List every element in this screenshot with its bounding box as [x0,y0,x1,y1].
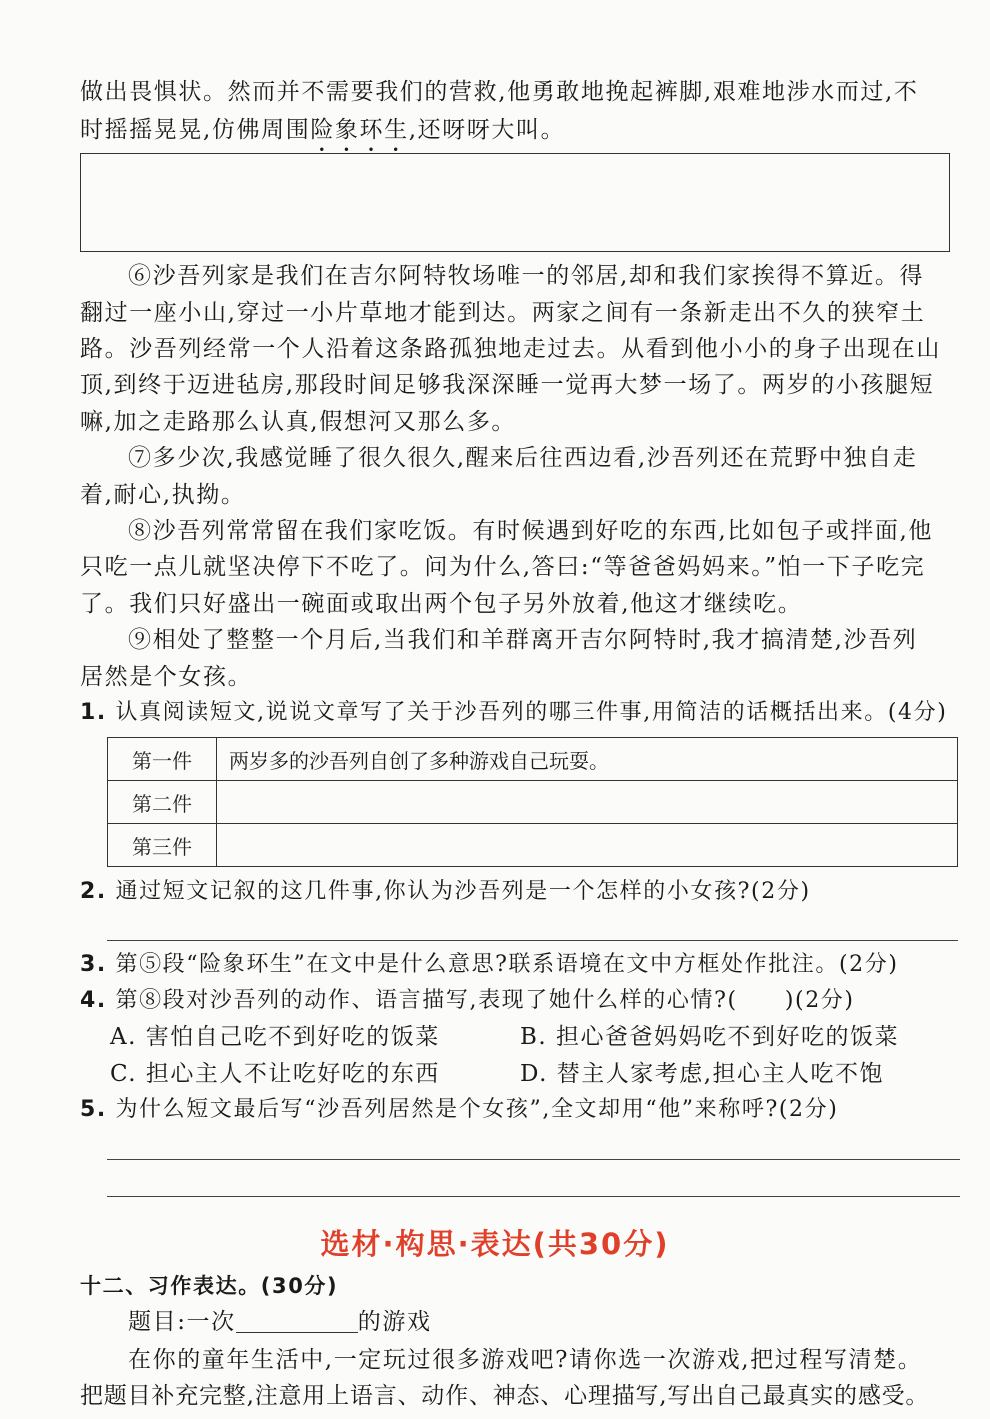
passage-line: ⑨相处了整整一个月后,当我们和羊群离开吉尔阿特时,我才搞清楚,沙吾列 [128,627,918,653]
table-label: 第一件 [108,738,217,781]
passage-line: ⑥沙吾列家是我们在吉尔阿特牧场唯一的邻居,却和我们家挨得不算近。得 [128,263,925,289]
option-d[interactable]: D. 替主人家考虑,担心主人吃不饱 [520,1061,885,1087]
passage-line: 翻过一座小山,穿过一小片草地才能到达。两家之间有一条新走出不久的狭窄土 [80,300,926,326]
passage-line: 着,耐心,执拗。 [80,482,246,508]
writing-heading: 十二、习作表达。(30分) [80,1274,339,1298]
question-4: 4. 第⑧段对沙吾列的动作、语言描写,表现了她什么样的心情?( )(2分) [80,988,855,1013]
writing-topic: 题目:一次 的游戏 [128,1309,432,1335]
table-answer-cell[interactable] [217,781,958,824]
question-3: 3. 第⑤段“险象环生”在文中是什么意思?联系语境在文中方框处作批注。(2分) [80,952,899,977]
question-2: 2. 通过短文记叙的这几件事,你认为沙吾列是一个怎样的小女孩?(2分) [80,879,811,904]
option-a[interactable]: A. 害怕自己吃不到好吃的饭菜 [110,1024,440,1050]
table-answer-cell[interactable] [217,824,958,867]
passage-line: 居然是个女孩。 [80,664,253,690]
option-c[interactable]: C. 担心主人不让吃好吃的东西 [110,1061,440,1087]
writing-prompt: 把题目补充完整,注意用上语言、动作、神态、心理描写,写出自己最真实的感受。 [80,1383,930,1409]
table-label: 第二件 [108,781,217,824]
table-row [108,781,958,824]
table-label: 第三件 [108,824,217,867]
topic-blank[interactable] [236,1310,358,1333]
annotation-box[interactable] [80,153,950,252]
table-row [108,824,958,867]
question-1: 1. 认真阅读短文,说说文章写了关于沙吾列的哪三件事,用简洁的话概括出来。(4分) [80,700,948,725]
question-5: 5. 为什么短文最后写“沙吾列居然是个女孩”,全文却用“他”来称呼?(2分) [80,1097,839,1122]
emphasized-phrase: 险象环生 [310,117,409,143]
writing-prompt: 在你的童年生活中,一定玩过很多游戏吧?请你选一次游戏,把过程写清楚。 [128,1347,923,1373]
passage-line: 路。沙吾列经常一个人沿着这条路孤独地走过去。从看到他小小的身子出现在山 [80,336,941,362]
section-title: 选材·构思·表达(共30分) [320,1227,670,1261]
passage-line: 时摇摇晃晃,仿佛周围险象环生,还呀呀大叫。 [80,117,566,143]
answer-line[interactable] [107,1196,960,1197]
table-row [108,738,958,781]
passage-line: ⑦多少次,我感觉睡了很久很久,醒来后往西边看,沙吾列还在荒野中独自走 [128,445,918,471]
passage-line: 嘛,加之走路那么认真,假想河又那么多。 [80,409,517,435]
passage-line: 只吃一点儿就坚决停下不吃了。问为什么,答曰:“等爸爸妈妈来。”怕一下子吃完 [80,554,926,580]
passage-line: 顶,到终于迈进毡房,那段时间足够我深深睡一觉再大梦一场了。两岁的小孩腿短 [80,372,935,398]
option-b[interactable]: B. 担心爸爸妈妈吃不到好吃的饭菜 [520,1024,900,1050]
events-table [107,737,958,867]
passage-line: 了。我们只好盛出一碗面或取出两个包子另外放着,他这才继续吃。 [80,591,803,617]
answer-line[interactable] [107,940,958,941]
answer-line[interactable] [107,1159,960,1160]
passage-line: 做出畏惧状。然而并不需要我们的营救,他勇敢地挽起裤脚,艰难地涉水而过,不 [80,79,919,105]
passage-line: ⑧沙吾列常常留在我们家吃饭。有时候遇到好吃的东西,比如包子或拌面,他 [128,518,934,544]
table-answer-cell[interactable]: 两岁多的沙吾列自创了多种游戏自己玩耍。 [217,738,958,781]
